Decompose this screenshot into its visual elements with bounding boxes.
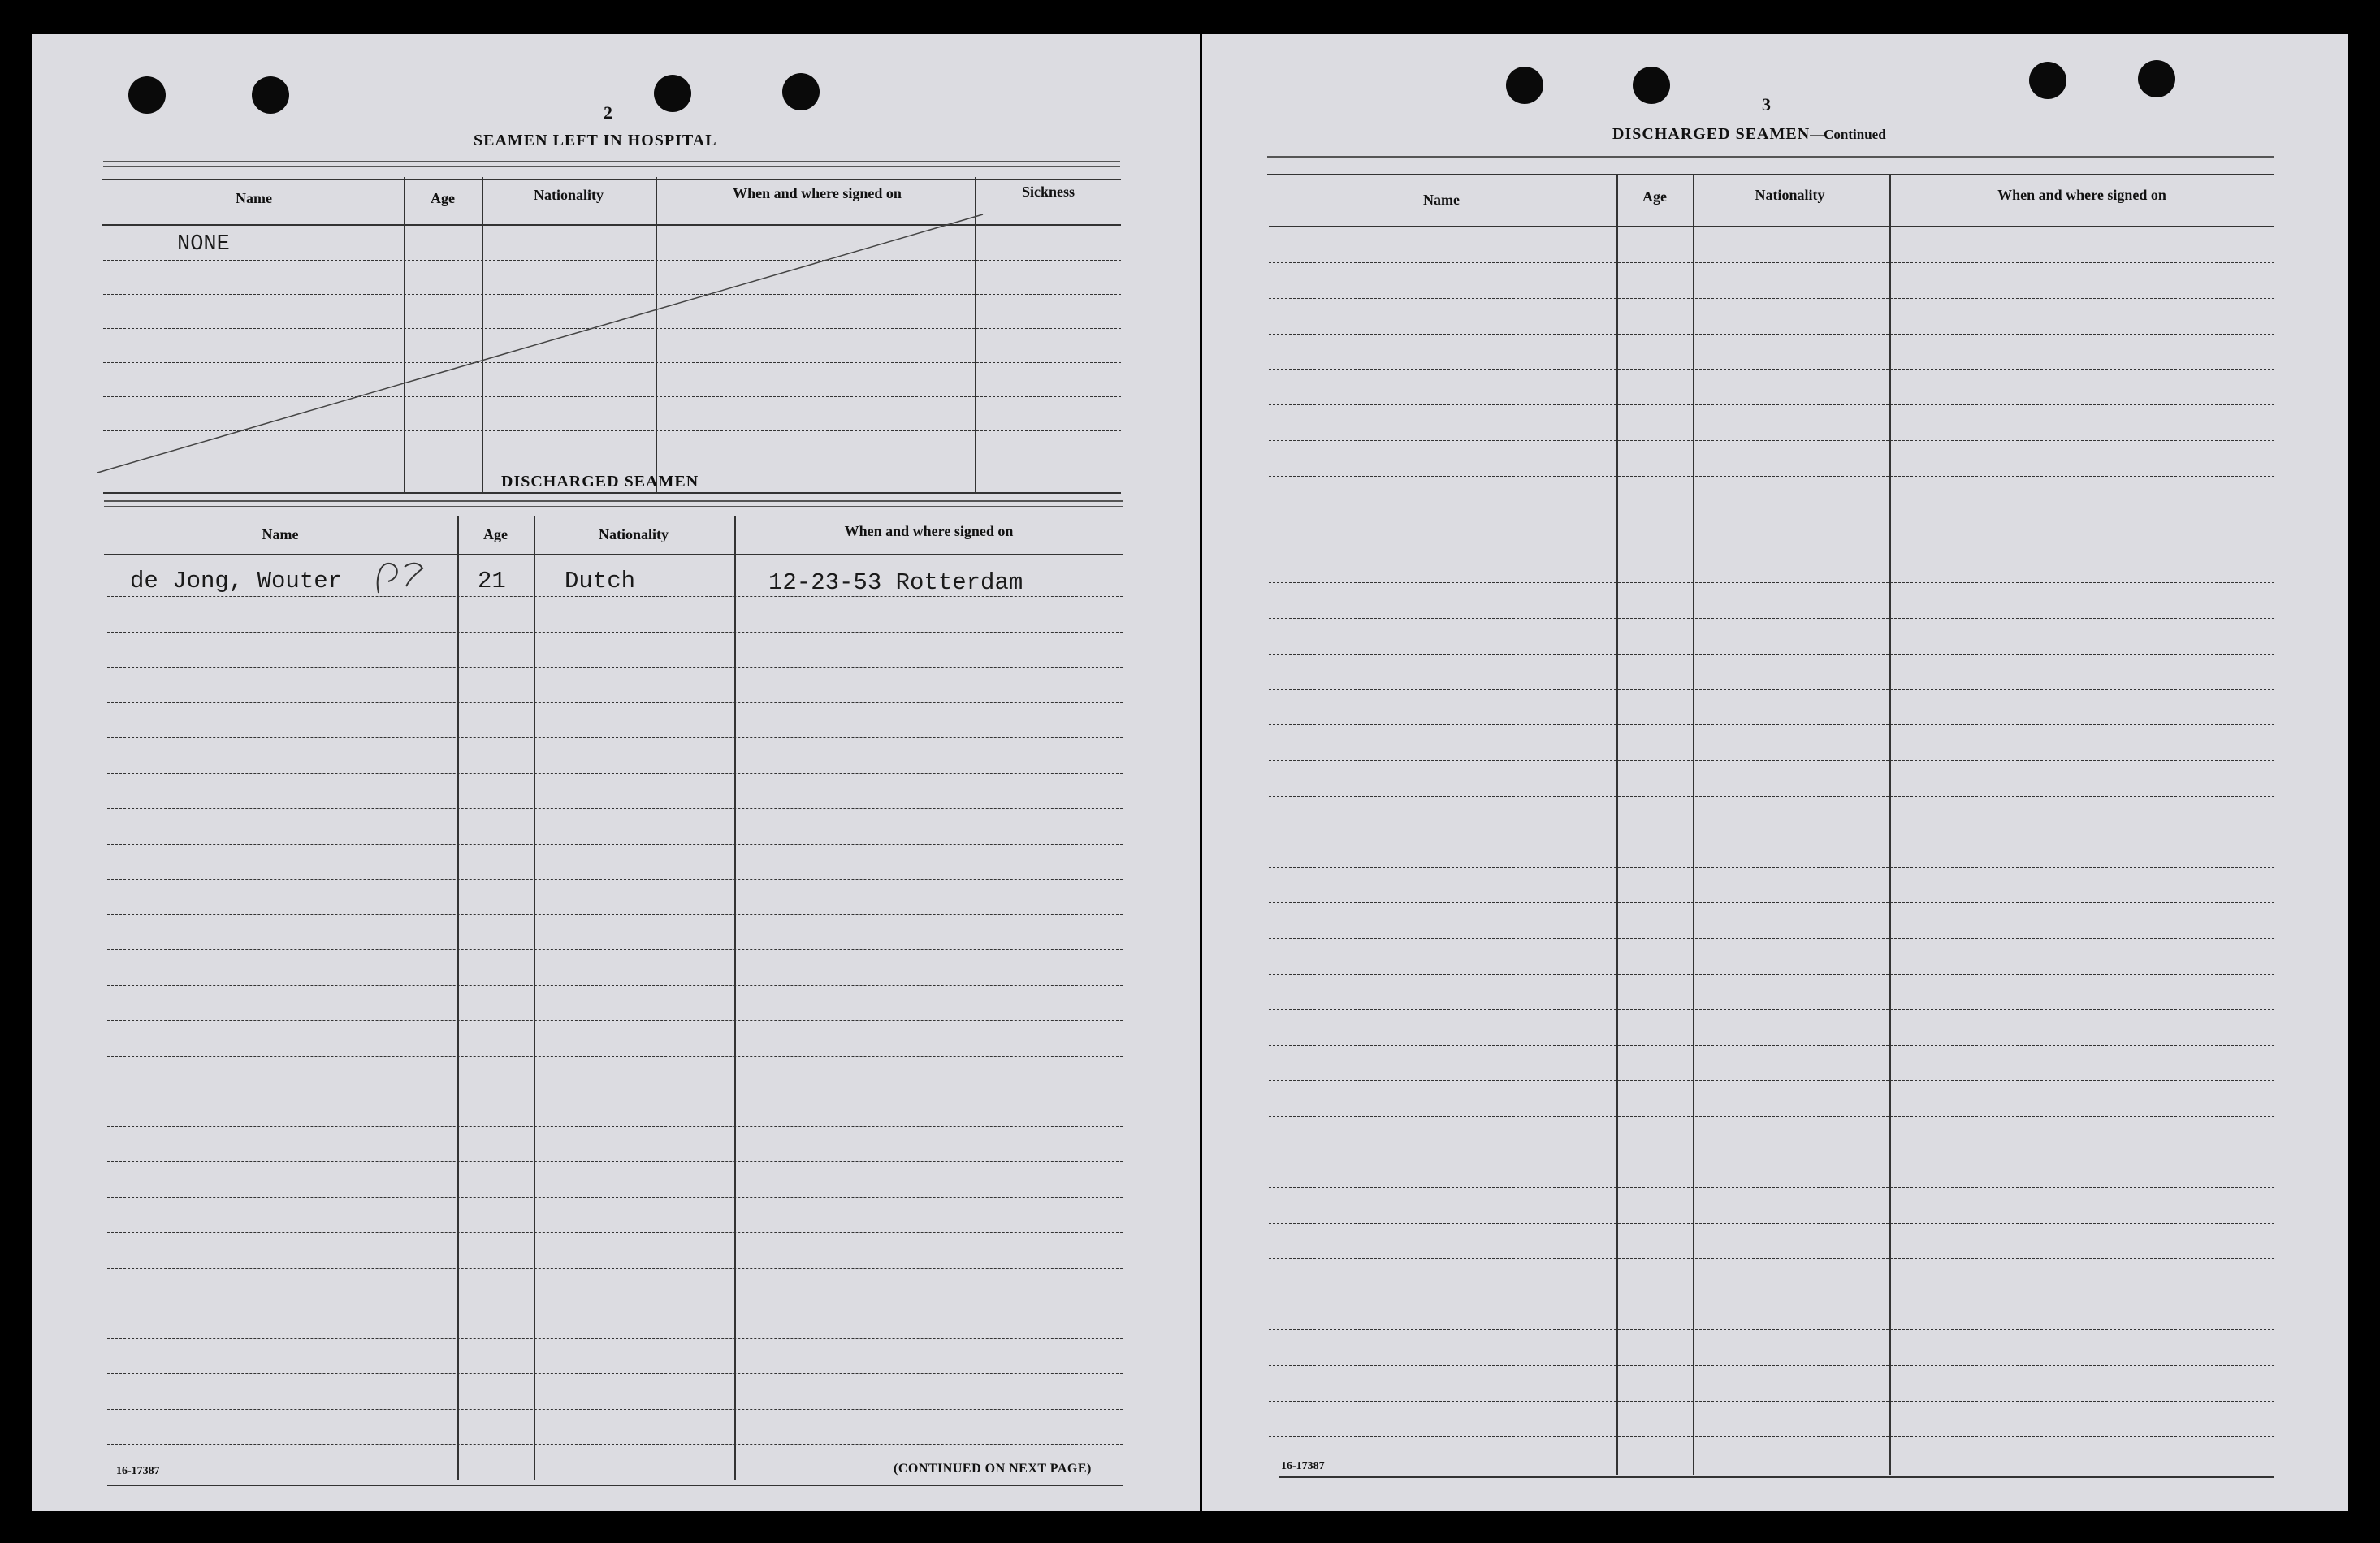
ruled-line [1269,262,2274,263]
column-header-signed-on: When and where signed on [733,185,902,201]
title-suffix: —Continued [1810,127,1886,142]
seaman-name: de Jong, Wouter [130,568,343,594]
ruled-line [107,1444,1123,1445]
ruled-line [1269,938,2274,939]
ruled-line [1269,1365,2274,1366]
ruled-line [107,1126,1123,1127]
ruled-line [1269,1187,2274,1188]
column-divider [734,516,736,1480]
ruled-line [1269,476,2274,477]
header-rule [104,554,1123,555]
ruled-line [107,596,1123,597]
ruled-line [1269,1116,2274,1117]
ruled-line [1269,440,2274,441]
form-number: 16-17387 [116,1465,160,1477]
right-page [1202,34,2348,1511]
ruled-line [1269,760,2274,761]
ruled-line [1269,1080,2274,1081]
column-header-name: Name [262,526,299,542]
table-bottom-rule [107,1485,1123,1486]
ruled-line [107,1338,1123,1339]
ruled-line [107,808,1123,809]
ruled-line [1269,334,2274,335]
punch-hole-icon [2138,60,2175,97]
ruled-line [1269,867,2274,868]
seaman-nationality: Dutch [565,568,636,594]
column-header-age: Age [1642,188,1667,205]
title-main: DISCHARGED SEAMEN [1612,125,1811,143]
ruled-line [107,773,1123,774]
continued-note: (CONTINUED ON NEXT PAGE) [894,1462,1092,1476]
ruled-line [1269,689,2274,690]
ruled-line [1269,974,2274,975]
ruled-line [1269,902,2274,903]
ruled-line [107,1268,1123,1269]
ruled-line [1269,1009,2274,1010]
ruled-line [107,985,1123,986]
page-number: 3 [1762,94,1771,115]
form-number: 16-17387 [1281,1460,1325,1472]
ruled-line [107,667,1123,668]
ruled-line [107,1161,1123,1162]
ruled-line [107,914,1123,915]
ruled-line [1269,1401,2274,1402]
column-header-nationality: Nationality [533,187,604,203]
ruled-line [107,737,1123,738]
ruled-line [107,702,1123,703]
ruled-line [107,1020,1123,1021]
section-rule [1267,156,2274,162]
strike-through-line [32,34,1200,538]
handwritten-initials [372,554,437,599]
ruled-line [1269,369,2274,370]
ruled-line [1269,1329,2274,1330]
ruled-line [107,1409,1123,1410]
ruled-line [107,1373,1123,1374]
ruled-line [1269,1436,2274,1437]
ruled-line [107,1197,1123,1198]
ruled-line [1269,796,2274,797]
column-header-nationality: Nationality [1755,187,1825,203]
seaman-age: 21 [478,568,506,594]
hospital-section-title: SEAMEN LEFT IN HOSPITAL [474,132,717,149]
column-header-age: Age [483,526,508,542]
left-page [32,34,1200,1511]
ruled-line [1269,404,2274,405]
punch-hole-icon [1506,67,1543,104]
table-bottom-rule [1279,1476,2274,1478]
punch-hole-icon [2029,62,2066,99]
ruled-line [1269,1258,2274,1259]
column-divider [534,516,535,1480]
discharged-continued-title [1612,125,1886,144]
column-header-sickness: Sickness [1021,184,1075,200]
seaman-signed-on: 12-23-53 Rotterdam [768,569,1023,596]
column-divider [457,516,459,1480]
header-rule [1269,226,2274,227]
page-number: 2 [604,102,612,123]
ruled-line [1269,618,2274,619]
column-header-signed-on: When and where signed on [844,523,1014,539]
ruled-line [1269,298,2274,299]
header-rule [1267,174,2274,175]
ruled-line [107,844,1123,845]
hospital-entry: NONE [177,232,230,257]
ruled-line [107,879,1123,880]
column-header-age: Age [431,190,455,206]
ruled-line [107,632,1123,633]
ruled-line [107,1056,1123,1057]
column-header-name: Name [1423,192,1460,208]
column-header-name: Name [236,190,272,206]
ruled-line [1269,1045,2274,1046]
ruled-line [1269,654,2274,655]
ruled-line [1269,1223,2274,1224]
ruled-line [107,1232,1123,1233]
ruled-line [1269,582,2274,583]
ruled-line [107,949,1123,950]
ruled-line [1269,724,2274,725]
column-header-nationality: Nationality [598,526,669,542]
column-header-signed-on: When and where signed on [1997,187,2166,203]
punch-hole-icon [1633,67,1670,104]
discharged-section-title: DISCHARGED SEAMEN [501,473,699,491]
section-rule [104,500,1123,507]
